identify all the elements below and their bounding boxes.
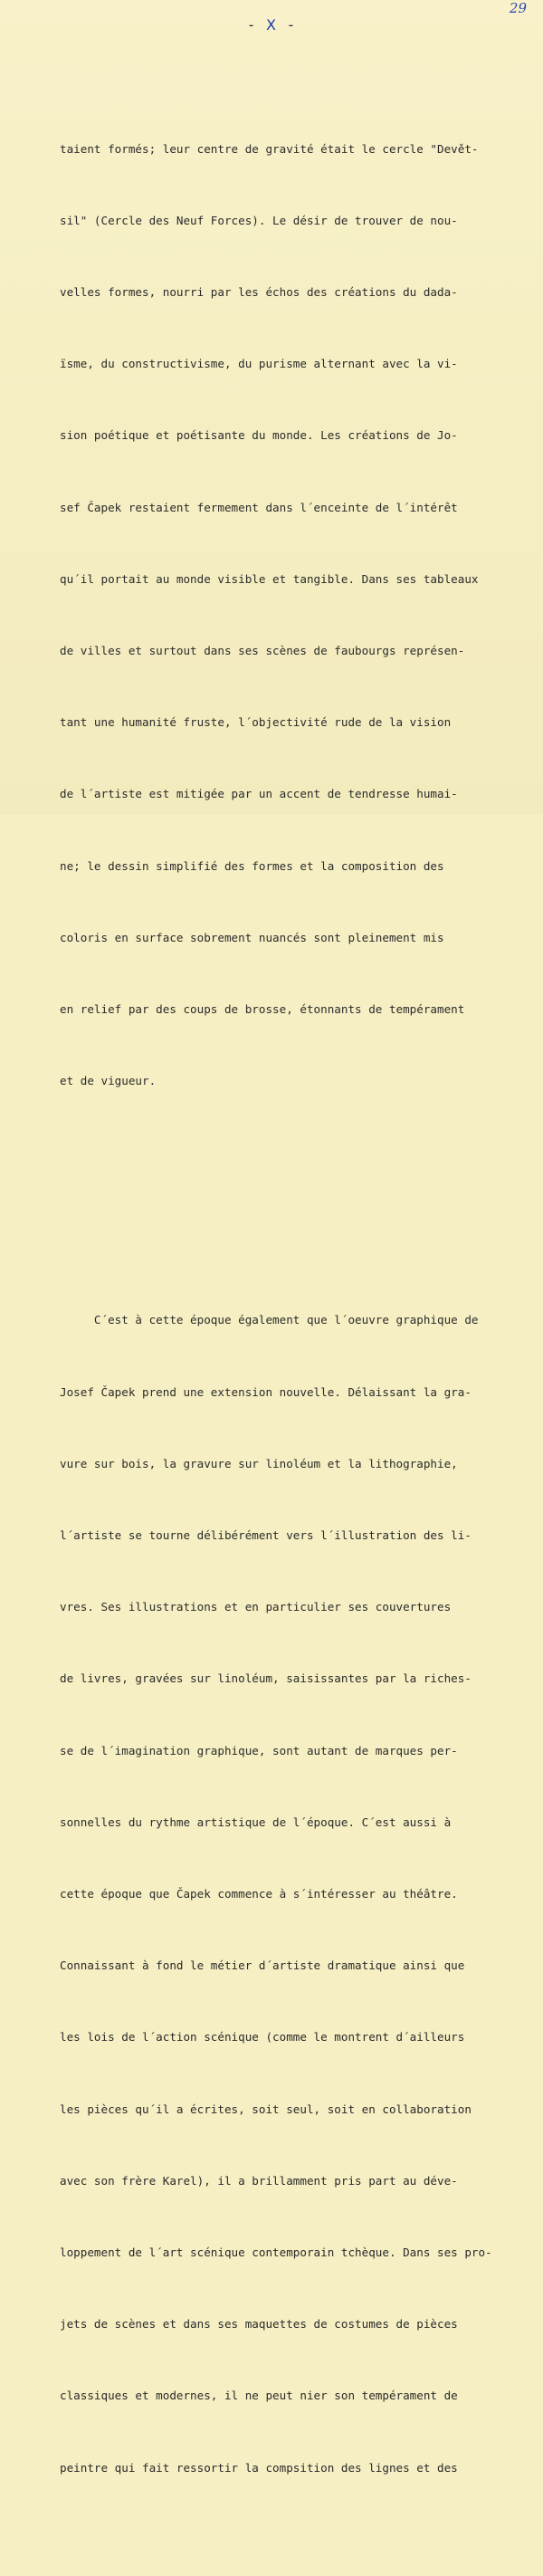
page-marker-struck: X bbox=[266, 16, 277, 34]
body-text bbox=[60, 42, 512, 2576]
paragraph-1 bbox=[60, 90, 512, 1142]
text-line: en relief par des coups de brosse, étonnants de tempérament bbox=[60, 1002, 465, 1017]
text-line: qu´il portait au monde visible et tangible. Dans ses tableaux bbox=[60, 571, 479, 586]
text-line: ne; le dessin simplifié des formes et la composition des bbox=[60, 858, 444, 873]
text-line: l´artiste se tourne délibérément vers l´illustration des li- bbox=[60, 1527, 472, 1542]
text-line: vres. Ses illustrations et en particulier ses couvertures bbox=[60, 1600, 452, 1614]
page-header bbox=[0, 16, 543, 34]
text-line: de livres, gravées sur linoléum, saisissantes par la riches- bbox=[60, 1671, 472, 1686]
text-line: avec son frère Karel), il a brillamment pris part au déve- bbox=[60, 2173, 458, 2188]
text-line: loppement de l´art scénique contemporain tchèque. Dans ses pro- bbox=[60, 2245, 492, 2259]
text-line: et de vigueur. bbox=[60, 1074, 157, 1088]
page-marker-left: - bbox=[246, 16, 257, 34]
handwritten-page-number: 29 bbox=[509, 0, 527, 16]
text-line: taient formés; leur centre de gravité était le cercle "Devět- bbox=[60, 141, 479, 156]
page-marker-right: - bbox=[286, 16, 297, 34]
text-line: ïsme, du constructivisme, du purisme alternant avec la vi- bbox=[60, 357, 458, 371]
text-line: jets de scènes et dans ses maquettes de costumes de pièces bbox=[60, 2317, 458, 2332]
text-line: de villes et surtout dans ses scènes de faubourgs représen- bbox=[60, 644, 465, 658]
text-line: sion poétique et poétisante du monde. Les créations de Jo- bbox=[60, 428, 458, 443]
text-line: de l´artiste est mitigée par un accent de tendresse humai- bbox=[60, 787, 458, 801]
text-line: Connaissant à fond le métier d´artiste dramatique ainsi que bbox=[60, 1958, 465, 1973]
text-line: sil" (Cercle des Neuf Forces). Le désir de trouver de nou- bbox=[60, 213, 458, 227]
text-line: coloris en surface sobrement nuancés sont pleinement mis bbox=[60, 930, 444, 944]
text-line: vure sur bois, la gravure sur linoléum et la lithographie, bbox=[60, 1456, 458, 1470]
text-line: tant une humanité fruste, l´objectivité rude de la vision bbox=[60, 715, 452, 730]
paragraph-2 bbox=[60, 1260, 512, 2527]
text-line: classiques et modernes, il ne peut nier son tempérament de bbox=[60, 2389, 458, 2403]
text-line: Josef Čapek prend une extension nouvelle. Délaissant la gra- bbox=[60, 1384, 472, 1399]
text-line: les lois de l´action scénique (comme le montrent d´ailleurs bbox=[60, 2030, 465, 2045]
text-line: les pièces qu´il a écrites, soit seul, soit en collaboration bbox=[60, 2102, 472, 2116]
text-line: cette époque que Čapek commence à s´intéresser au théâtre. bbox=[60, 1886, 458, 1901]
text-line: C´est à cette époque également que l´oeuvre graphique de bbox=[60, 1313, 479, 1327]
text-line: se de l´imagination graphique, sont autant de marques per- bbox=[60, 1743, 458, 1757]
paragraph-gap bbox=[60, 1189, 512, 1212]
text-line: sonnelles du rythme artistique de l´époque. C´est aussi à bbox=[60, 1815, 452, 1829]
text-line: sef Čapek restaient fermement dans l´enceinte de l´intérêt bbox=[60, 500, 458, 514]
text-line: peintre qui fait ressortir la compsition des lignes et des bbox=[60, 2460, 458, 2475]
text-line: velles formes, nourri par les échos des créations du dada- bbox=[60, 285, 458, 300]
